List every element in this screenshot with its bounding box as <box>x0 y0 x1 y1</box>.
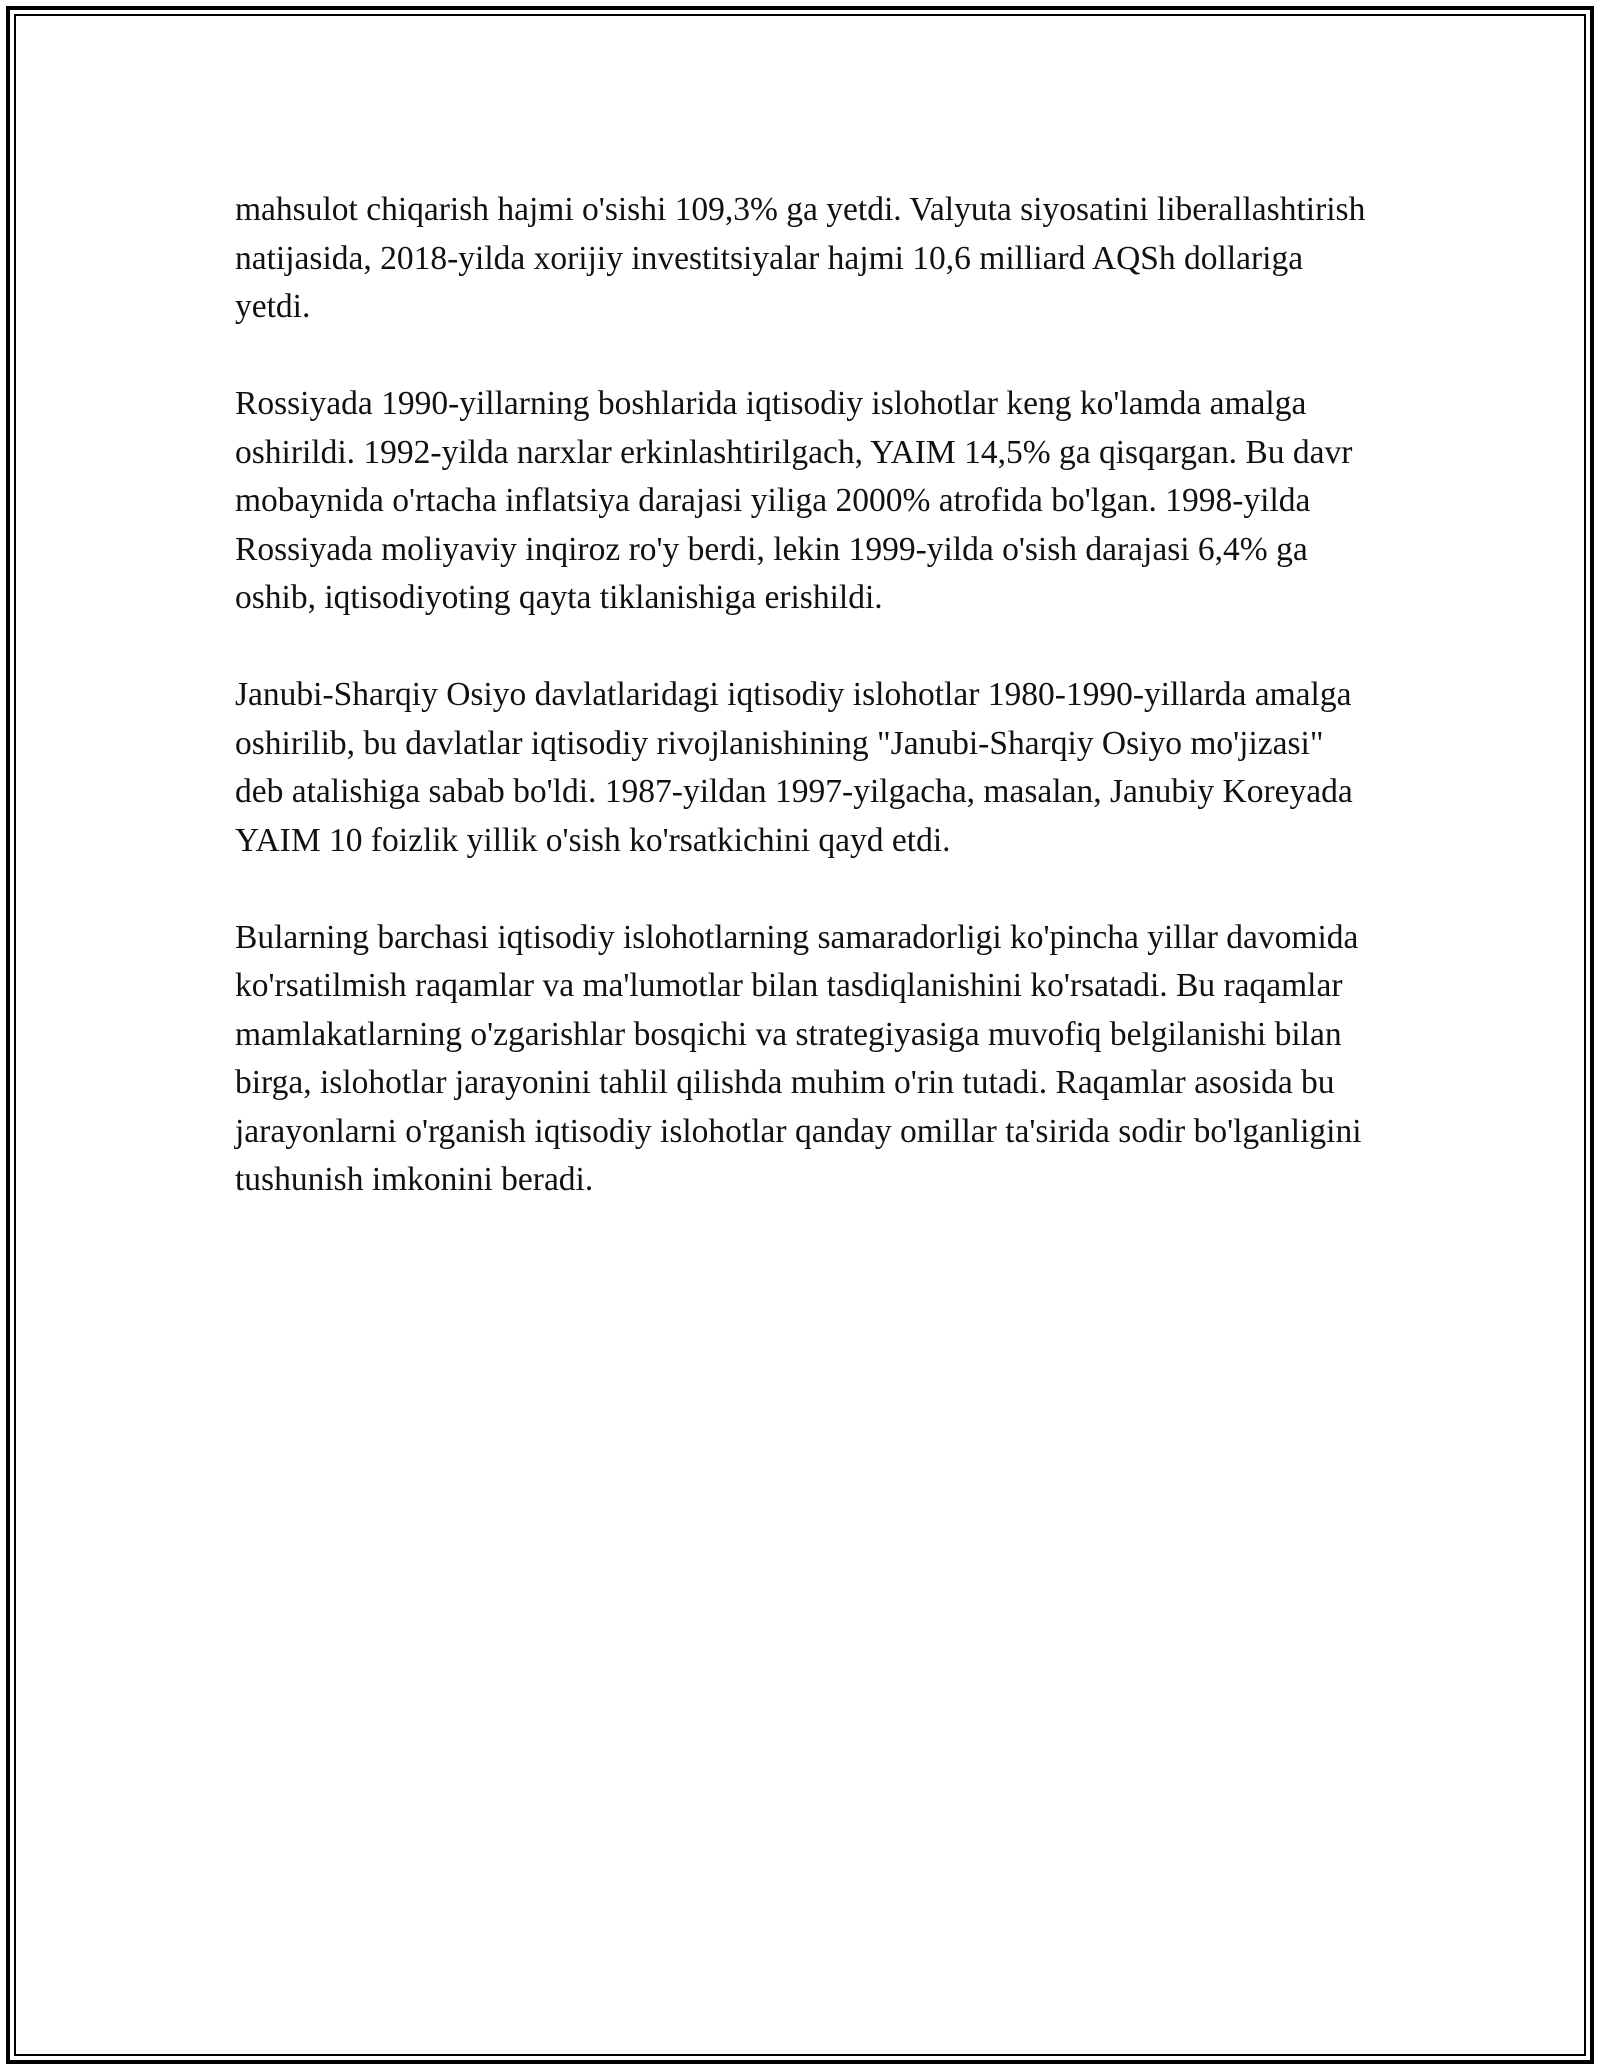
paragraph-russia: Rossiyada 1990-yillarning boshlarida iqtisodiy islohotlar keng ko'lamda amalga oshirildi. 1992-yilda narxlar erkinlashtirilgach, YAIM 14,5% ga qisqargan. Bu davr mobaynida o'rtacha inflatsiya darajasi yiliga 2000% atrofida bo'lgan. 1998-yilda Rossiyada moliyaviy inqiroz ro'y berdi, lekin 1999-yilda o'sish darajasi 6,4% ga oshib, iqtisodiyoting qayta tiklanishiga erishildi. <box>235 385 1353 616</box>
document-body <box>235 186 1375 1253</box>
paragraph-investment: mahsulot chiqarish hajmi o'sishi 109,3% ga yetdi. Valyuta siyosatini liberallashtirish natijasida, 2018-yilda xorijiy investitsiyalar hajmi 10,6 milliard AQSh dollariga yetdi. <box>235 191 1366 325</box>
paragraph-conclusion: Bularning barchasi iqtisodiy islohotlarning samaradorligi ko'pincha yillar davomida ko'rsatilmish raqamlar va ma'lumotlar bilan tasdiqlanishini ko'rsatadi. Bu raqamlar mamlakatlarning o'zgarishlar bosqichi va strategiyasiga muvofiq belgilanishi bilan birga, islohotlar jarayonini tahlil qilishda muhim o'rin tutadi. Raqamlar asosida bu jarayonlarni o'rganish iqtisodiy islohotlar qanday omillar ta'sirida sodir bo'lganligini tushunish imkonini beradi. <box>235 918 1362 1198</box>
paragraph-southeast-asia: Janubi-Sharqiy Osiyo davlatlaridagi iqtisodiy islohotlar 1980-1990-yillarda amalga oshirilib, bu davlatlar iqtisodiy rivojlanishining "Janubi-Sharqiy Osiyo mo'jizasi" deb atalishiga sabab bo'ldi. 1987-yildan 1997-yilgacha, masalan, Janubiy Koreyada YAIM 10 foizlik yillik o'sish ko'rsatkichini qayd etdi. <box>235 676 1353 859</box>
